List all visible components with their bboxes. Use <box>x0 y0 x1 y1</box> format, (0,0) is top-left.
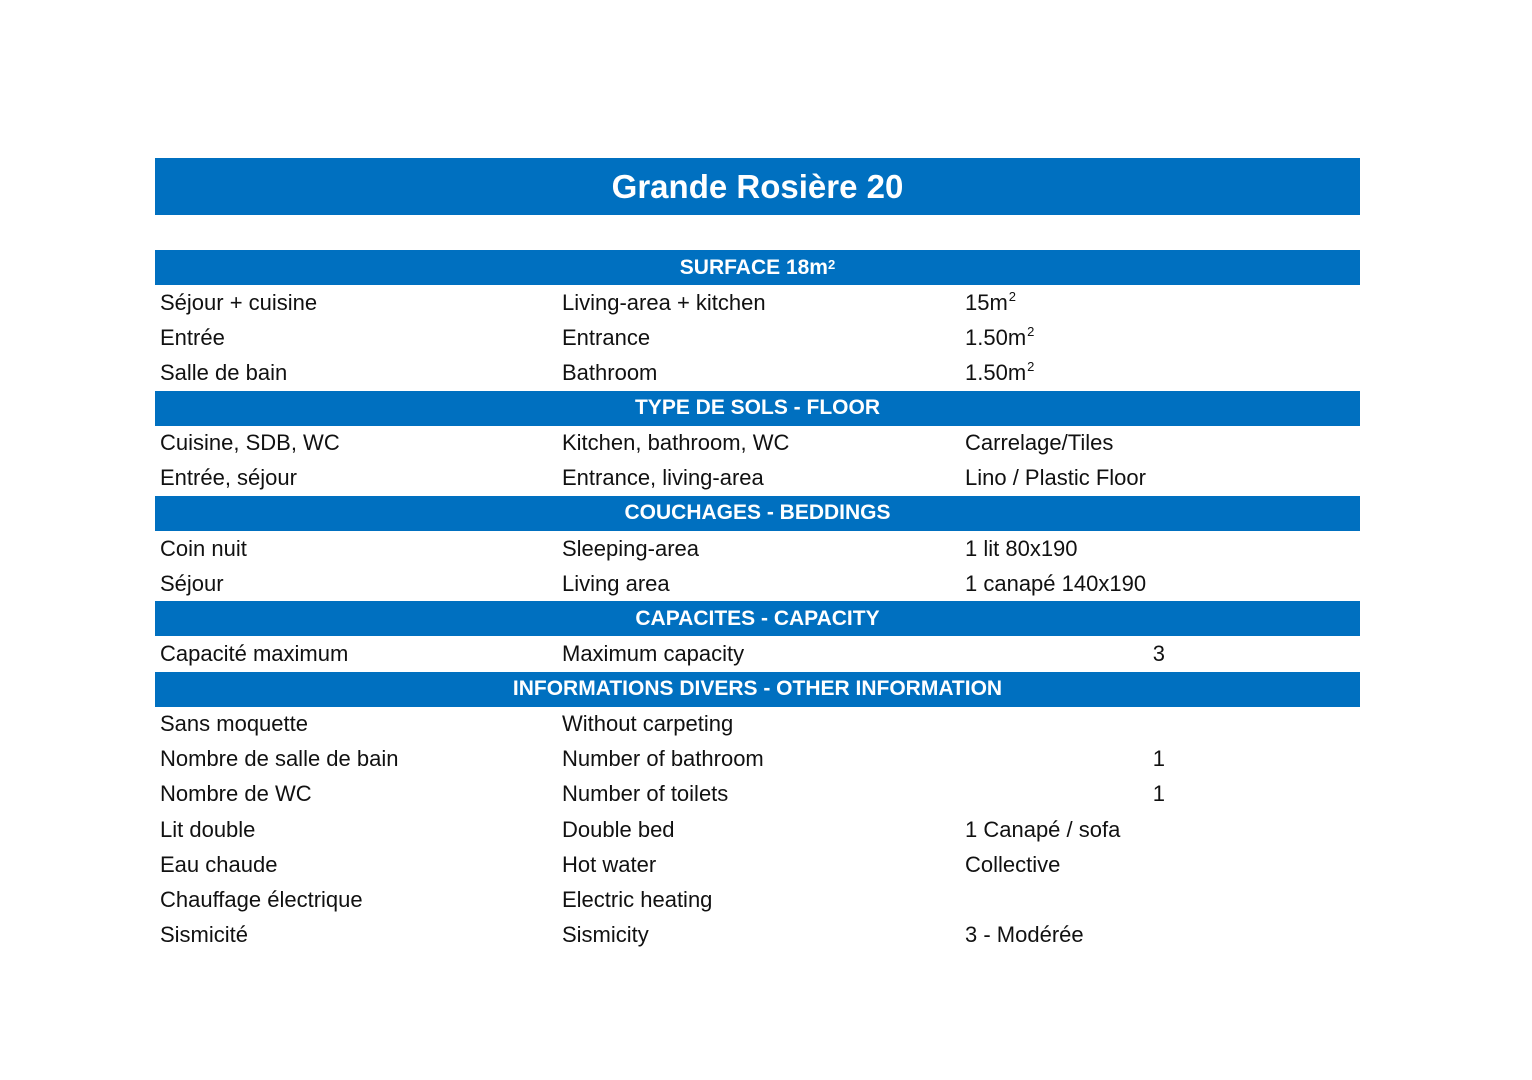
document-title: Grande Rosière 20 <box>155 158 1360 215</box>
label-french: Coin nuit <box>160 535 247 561</box>
section-header <box>155 391 1360 426</box>
section-header <box>155 496 1360 531</box>
table-row <box>155 320 1360 355</box>
section-header-text: CAPACITES - CAPACITY <box>635 606 880 630</box>
section-header-text: COUCHAGES - BEDDINGS <box>624 501 891 525</box>
table-row <box>155 812 1360 847</box>
value-text: 1 <box>1152 781 1165 807</box>
value-cell <box>959 571 1360 597</box>
table-row <box>155 566 1360 601</box>
value-text: 1 lit 80x190 <box>965 535 1078 561</box>
value-cell <box>959 922 1360 948</box>
value-text: Collective <box>965 851 1061 877</box>
value-text: Carrelage/Tiles <box>965 430 1114 456</box>
label-french: Entrée <box>160 324 225 350</box>
section-header <box>155 601 1360 636</box>
value-text: 1 <box>1152 746 1165 772</box>
value-text: Lino / Plastic Floor <box>965 465 1146 491</box>
section-header-text: TYPE DE SOLS - FLOOR <box>634 396 881 420</box>
property-spec-table <box>155 250 1360 953</box>
table-row <box>155 355 1360 390</box>
value-cell <box>959 465 1360 491</box>
table-row <box>155 882 1360 917</box>
section-header: SURFACE 18m $^2$ <box>155 250 1360 285</box>
label-french: Séjour + cuisine <box>160 289 318 315</box>
value-text: 1.50m <box>965 324 1027 350</box>
label-english: Sleeping-area <box>562 535 699 561</box>
label-french: Salle de bain <box>160 359 288 385</box>
value-text: 1 Canapé / sofa <box>965 816 1121 842</box>
table-row <box>155 707 1360 742</box>
label-english: Sismicity <box>562 922 649 948</box>
label-french: Sismicité <box>160 922 249 948</box>
table-row <box>155 742 1360 777</box>
table-row <box>155 636 1360 671</box>
label-english: Living-area + kitchen <box>562 289 766 315</box>
table-row <box>155 777 1360 812</box>
label-english: Electric heating <box>562 887 713 913</box>
label-french: Nombre de salle de bain <box>160 746 399 772</box>
section-header-text: INFORMATIONS DIVERS - OTHER INFORMATION <box>512 677 1003 700</box>
label-english: Double bed <box>562 816 675 842</box>
value-cell <box>959 536 1360 562</box>
value-superscript: 2 <box>1027 358 1035 374</box>
label-english: Kitchen, bathroom, WC <box>562 430 790 456</box>
label-english: Entrance, living-area <box>562 465 764 491</box>
label-english: Maximum capacity <box>562 640 745 666</box>
label-french: Capacité maximum <box>160 640 349 666</box>
value-cell <box>959 746 1360 772</box>
value-text: 3 - Modérée <box>965 922 1084 948</box>
value-cell <box>959 852 1360 878</box>
label-french: Eau chaude <box>160 851 278 877</box>
label-english: Entrance <box>562 324 651 350</box>
label-english: Bathroom <box>562 359 658 385</box>
value-cell <box>959 325 1360 351</box>
table-row <box>155 285 1360 320</box>
label-english: Living area <box>562 570 670 596</box>
table-row <box>155 461 1360 496</box>
table-row <box>155 531 1360 566</box>
table-row <box>155 918 1360 953</box>
value-text: 1 canapé 140x190 <box>965 570 1147 596</box>
section-header-text: SURFACE 18m <box>679 255 828 279</box>
section-header <box>155 672 1360 707</box>
label-english: Without carpeting <box>562 711 734 737</box>
label-french: Entrée, séjour <box>160 465 297 491</box>
label-french: Lit double <box>160 816 256 842</box>
value-cell <box>959 290 1360 316</box>
value-text: 3 <box>1152 640 1165 666</box>
label-french: Séjour <box>160 570 224 596</box>
value-cell <box>959 641 1360 667</box>
label-french: Sans moquette <box>160 711 308 737</box>
label-english: Number of toilets <box>562 781 729 807</box>
label-english: Hot water <box>562 851 657 877</box>
label-english: Number of bathroom <box>562 746 764 772</box>
value-superscript: 2 <box>1027 323 1035 339</box>
value-cell <box>959 360 1360 386</box>
label-french: Chauffage électrique <box>160 887 363 913</box>
value-text: 1.50m <box>965 359 1027 385</box>
value-superscript: 2 <box>1008 288 1017 304</box>
table-row <box>155 847 1360 882</box>
label-french: Cuisine, SDB, WC <box>160 430 340 456</box>
value-text: 15m <box>965 289 1008 315</box>
label-french: Nombre de WC <box>160 781 312 807</box>
value-cell <box>959 817 1360 843</box>
value-cell <box>959 781 1360 807</box>
value-cell <box>959 430 1360 456</box>
table-row <box>155 426 1360 461</box>
